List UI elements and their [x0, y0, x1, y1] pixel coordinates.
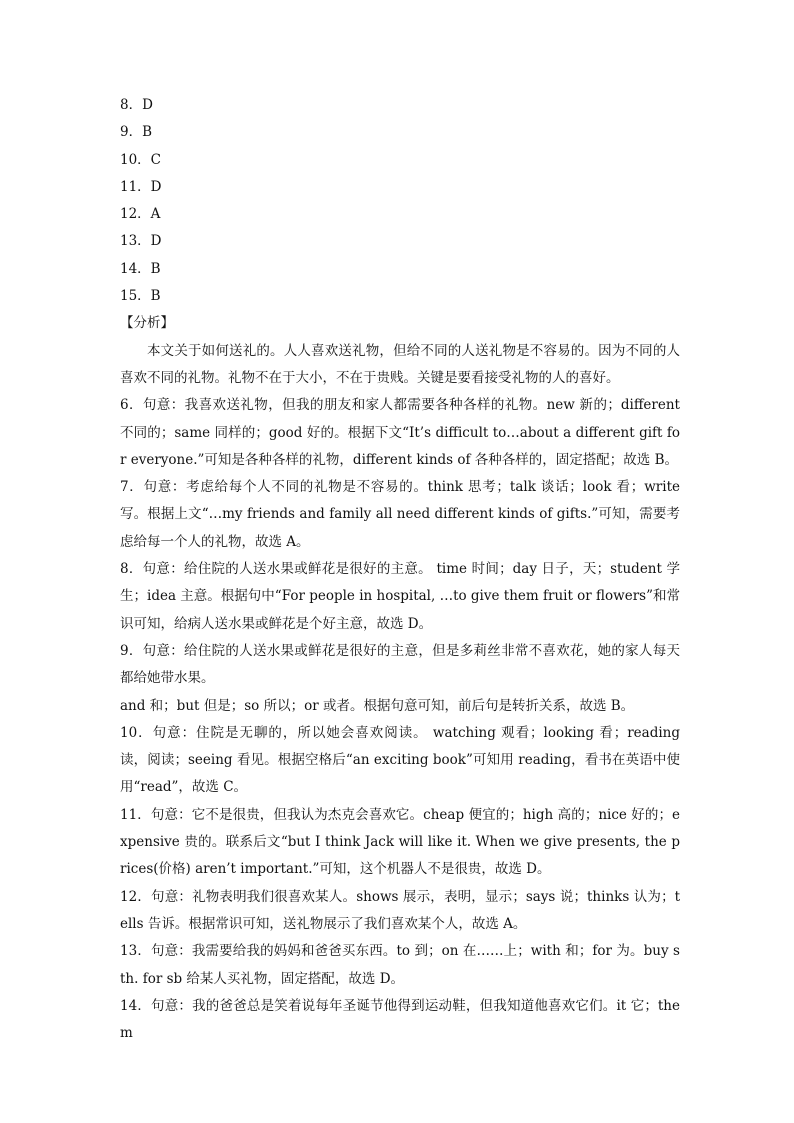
answer-9: 9．B	[120, 124, 153, 141]
explanation-13: 13．句意：我需要给我的妈妈和爸爸买东西。to 到；on 在……上；with 和；for 为。buy sth. for sb 给某人买礼物，固定搭配，故选 D。	[120, 943, 680, 987]
explanation-14: 14．句意：我的爸爸总是笑着说每年圣诞节他得到运动鞋，但我知道他喜欢它们。it 它；them	[120, 997, 680, 1042]
explanation-11: 11．句意：它不是很贵，但我认为杰克会喜欢它。cheap 便宜的；high 高的；nice 好的；expensive 贵的。联系后文“but I think Jack will like it. When we give presents, the prices(价格) aren’t important.”可知，这个机器人不是很贵，故选 D。	[120, 806, 680, 878]
answer-14: 14．B	[120, 260, 161, 277]
answer-11: 11．D	[120, 178, 162, 195]
explanation-9: 9．句意：给住院的人送水果或鲜花是很好的主意，但是多莉丝非常不喜欢花，她的家人每天都给她带水果。	[120, 642, 680, 687]
answer-10: 10．C	[120, 151, 162, 168]
answer-15: 15．B	[120, 288, 161, 305]
explanation-12: 12．句意：礼物表明我们很喜欢某人。shows 展示，表明，显示；says 说；thinks 认为；tells 告诉。根据常识可知，送礼物展示了我们喜欢某个人，故选 A。	[120, 888, 680, 932]
answer-8: 8．D	[120, 97, 153, 113]
explanation-8: 8．句意：给住院的人送水果或鲜花是很好的主意。 time 时间；day 日子，天；student 学生；idea 主意。根据句中“For people in hospital, …to give them fruit or flowers”和常识可知，给病人送水果或鲜花是个好主意，故选 D。	[120, 561, 680, 632]
analysis-heading: 【分析】	[120, 315, 174, 332]
page-content	[120, 92, 680, 1047]
analysis-intro: 本文关于如何送礼的。人人喜欢送礼物，但给不同的人送礼物是不容易的。因为不同的人喜欢不同的礼物。礼物不在于大小，不在于贵贱。关键是要看接受礼物的人的喜好。	[120, 342, 680, 386]
explanation-9-options: and 和；but 但是；so 所以；or 或者。根据句意可知，前后句是转折关系，故选 B。	[120, 697, 635, 714]
explanation-10: 10．句意：住院是无聊的，所以她会喜欢阅读。 watching 观看；looking 看；reading 读，阅读；seeing 看见。根据空格后“an exciting book”可知用 reading，看书在英语中使用“read”，故选 C。	[120, 724, 680, 796]
answer-12: 12．A	[120, 206, 161, 223]
answer-list	[120, 92, 680, 310]
answer-13: 13．D	[120, 233, 162, 250]
explanation-6: 6．句意：我喜欢送礼物，但我的朋友和家人都需要各种各样的礼物。new 新的；different 不同的；same 同样的；good 好的。根据下文“It’s difficult to…about a different gift for everyone.”可知是各种各样的礼物，different kinds of 各种各样的，固定搭配；故选 B。	[120, 397, 680, 468]
explanation-7: 7．句意：考虑给每个人不同的礼物是不容易的。think 思考；talk 谈话；look 看；write 写。根据上文“…my friends and family all need different kinds of gifts.”可知，需要考虑给每一个人的礼物，故选 A。	[120, 479, 680, 550]
